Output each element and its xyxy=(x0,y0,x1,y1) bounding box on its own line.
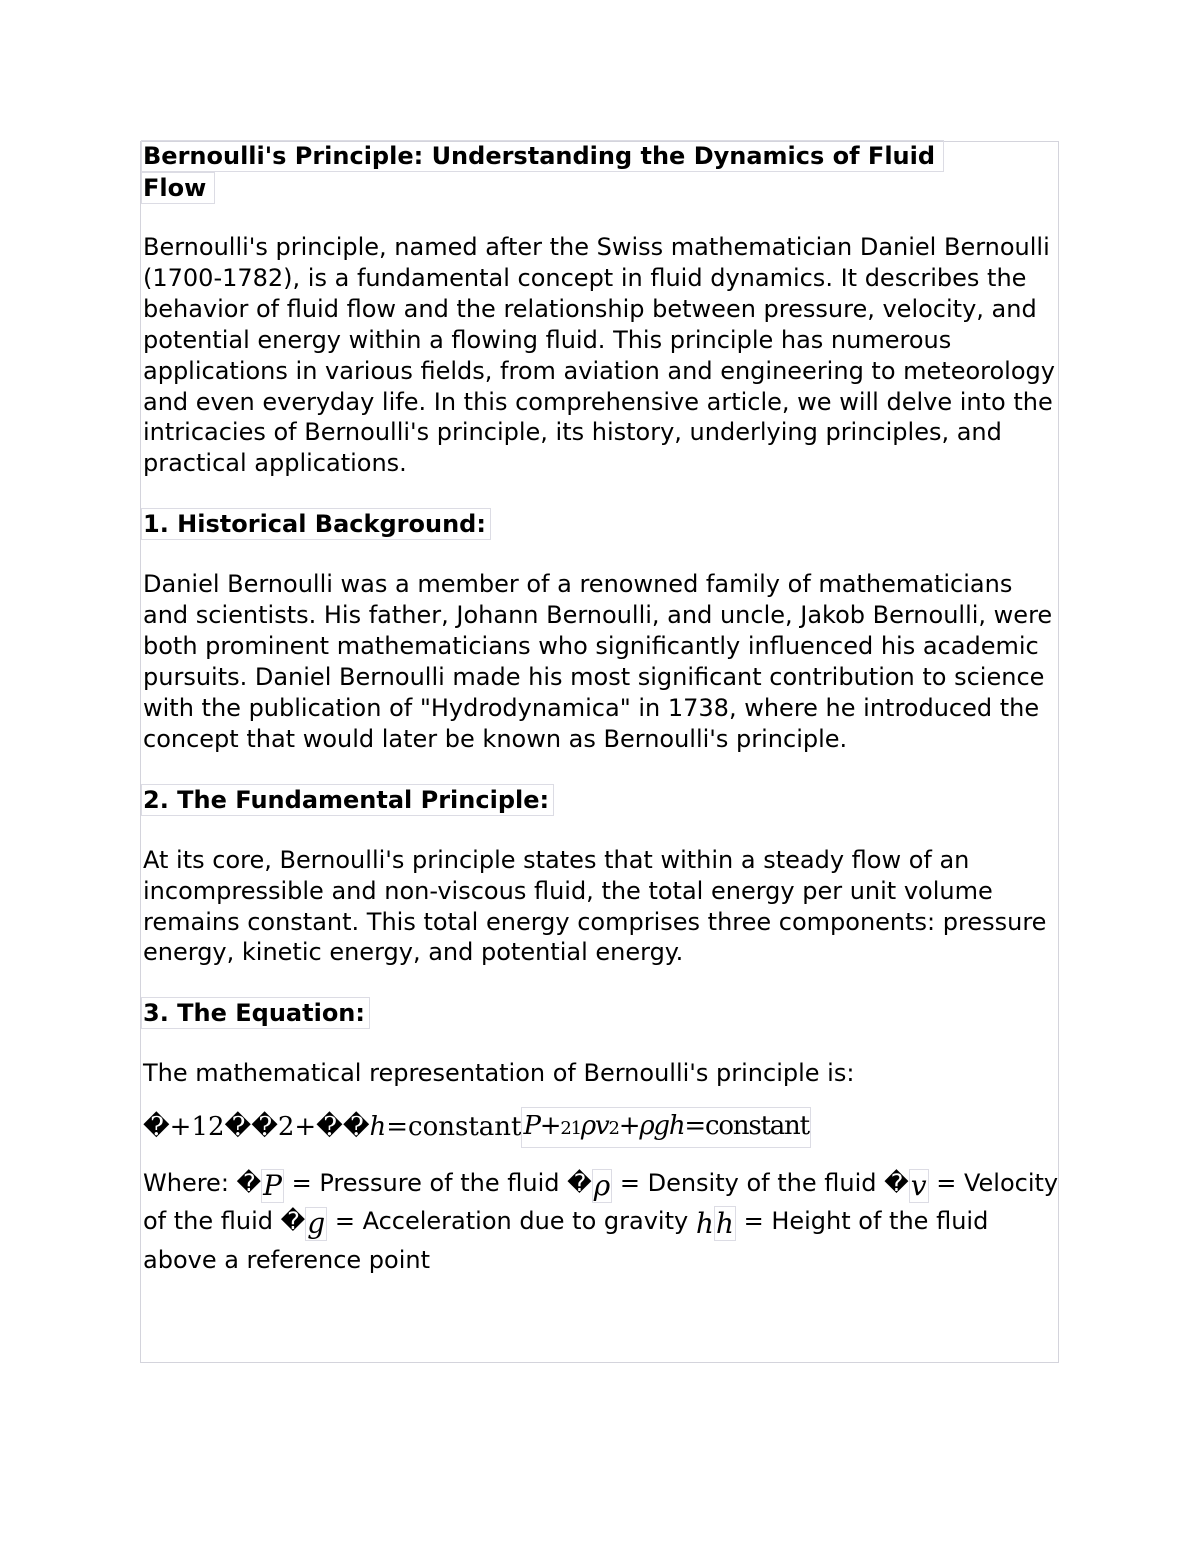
symbol-pressure: P xyxy=(263,1169,282,1203)
bernoulli-equation xyxy=(143,1107,1059,1147)
section-heading-equation: 3. The Equation: xyxy=(141,997,370,1029)
symbol-velocity: v xyxy=(910,1169,927,1203)
equation-garbled-text: �+12��2+��h=constant xyxy=(143,1112,522,1143)
symbol-height: hh xyxy=(695,1207,734,1241)
document-body xyxy=(143,140,1059,1278)
section-heading-fundamental: 2. The Fundamental Principle: xyxy=(141,784,554,816)
intro-paragraph: Bernoulli's principle, named after the Swiss mathematician Daniel Bernoulli (1700-1782), is a fundamental concept in fluid dynamics. It describes the behavior of fluid flow and the relationship between pressure, velocity, and potential energy within a flowing fluid. This principle has numerous applications in various fields, from aviation and engineering to meteorology and even everyday life. In this comprehensive article, we will delve into the intricacies of Bernoulli's principle, its history, underlying principles, and practical applications. xyxy=(143,233,1055,478)
title-line-2: Flow xyxy=(141,172,215,204)
symbol-density: ρ xyxy=(593,1169,611,1203)
section-body-historical: Daniel Bernoulli was a member of a renowned family of mathematicians and scientists. His father, Johann Bernoulli, and uncle, Jakob Bernoulli, were both prominent mathematicians who significantly influenced his academic pursuits. Daniel Bernoulli made his most significant contribution to science with the publication of "Hydrodynamica" in 1738, where he introduced the concept that would later be known as Bernoulli's principle. xyxy=(143,570,1053,753)
symbol-gravity: g xyxy=(307,1207,326,1241)
title-line-1: Bernoulli's Principle: Understanding the Dynamics of Fluid xyxy=(141,140,944,172)
equation-rendered: P+21ρv2+ρgh=constant xyxy=(521,1107,810,1148)
section-body-equation: The mathematical representation of Bernoulli's principle is: xyxy=(143,1059,855,1088)
section-body-fundamental: At its core, Bernoulli's principle states that within a steady flow of an incompressible and non-viscous fluid, the total energy per unit volume remains constant. This total energy comprises three components: pressure energy, kinetic energy, and potential energy. xyxy=(143,845,1047,967)
variable-definitions: Where: �P = Pressure of the fluid �ρ = Density of the fluid �v = Velocity of the fluid �g = Acceleration due to gravity hh = Height of the fluid above a reference point xyxy=(143,1169,1059,1275)
section-heading-historical: 1. Historical Background: xyxy=(141,508,491,540)
document-title xyxy=(143,140,1059,204)
